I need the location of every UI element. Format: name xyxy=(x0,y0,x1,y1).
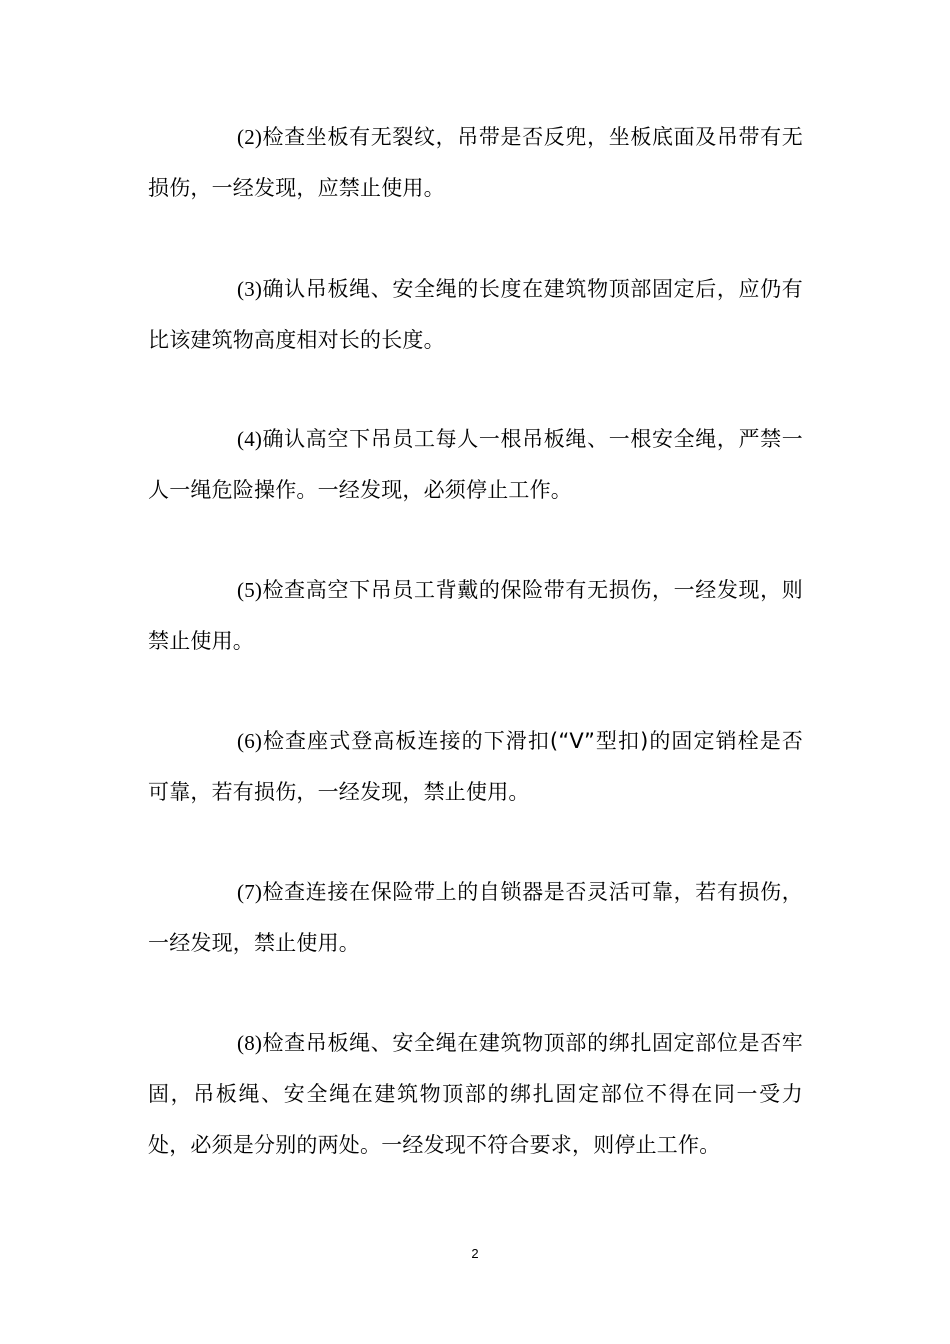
item-text: 确认吊板绳、安全绳的长度在建筑物顶部固定后，应仍有比该建筑物高度相对长的长度。 xyxy=(148,277,803,352)
paragraph-item-3 xyxy=(148,264,803,366)
paragraph-item-5 xyxy=(148,565,803,667)
item-number: (2) xyxy=(237,125,263,149)
paragraph-item-7 xyxy=(148,867,803,969)
paragraph-item-2 xyxy=(148,112,803,214)
item-text: 检查座式登高板连接的下滑扣(“V”型扣)的固定销栓是否可靠，若有损伤，一经发现，禁止使用。 xyxy=(148,729,803,804)
page-number: 2 xyxy=(471,1246,479,1261)
item-number: (3) xyxy=(237,277,263,301)
item-number: (4) xyxy=(237,427,263,451)
item-text: 检查吊板绳、安全绳在建筑物顶部的绑扎固定部位是否牢固，吊板绳、安全绳在建筑物顶部的绑扎固定部位不得在同一受力处，必须是分别的两处。一经发现不符合要求，则停止工作。 xyxy=(148,1031,803,1157)
item-text: 确认高空下吊员工每人一根吊板绳、一根安全绳，严禁一人一绳危险操作。一经发现，必须停止工作。 xyxy=(148,427,803,502)
item-text: 检查坐板有无裂纹，吊带是否反兜，坐板底面及吊带有无损伤，一经发现，应禁止使用。 xyxy=(148,125,803,200)
paragraph-item-6 xyxy=(148,716,803,818)
item-text: 检查高空下吊员工背戴的保险带有无损伤，一经发现，则禁止使用。 xyxy=(148,578,803,653)
paragraph-item-4 xyxy=(148,414,803,516)
paragraph-item-8 xyxy=(148,1018,803,1171)
item-text: 检查连接在保险带上的自锁器是否灵活可靠，若有损伤，一经发现，禁止使用。 xyxy=(148,880,803,955)
item-number: (7) xyxy=(237,880,263,904)
item-number: (6) xyxy=(237,729,263,753)
item-number: (8) xyxy=(237,1031,263,1055)
item-number: (5) xyxy=(237,578,263,602)
